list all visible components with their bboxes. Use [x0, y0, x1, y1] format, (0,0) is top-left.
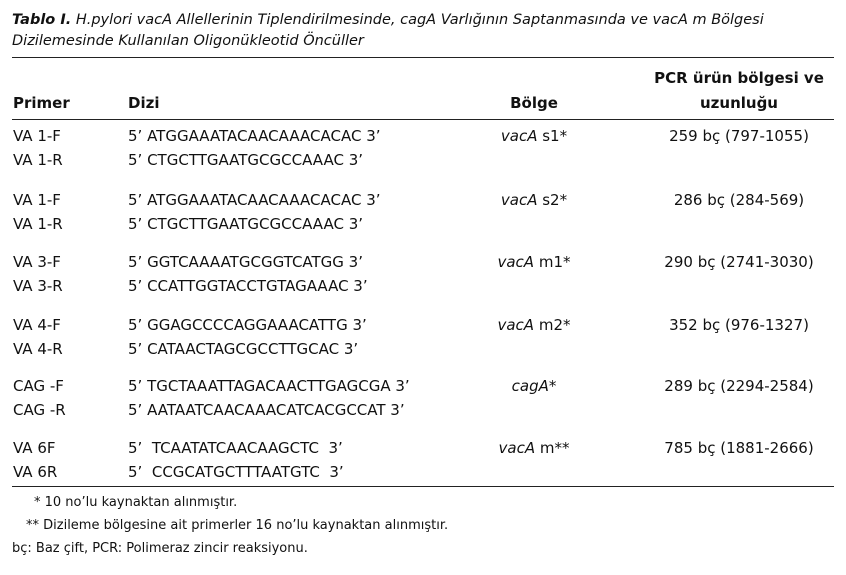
- region-gene: vacA: [497, 253, 535, 271]
- product-size: 290 bç (2741-3030): [664, 253, 814, 271]
- region-suffix: s1*: [537, 127, 568, 145]
- region-cell: [434, 377, 634, 395]
- header-sequence: Dizi: [128, 94, 160, 112]
- primer-name: VA 1-R: [13, 151, 63, 169]
- region-gene: cagA: [511, 377, 549, 395]
- top-rule: [12, 57, 834, 58]
- footnote-3: bç: Baz çift, PCR: Polimeraz zincir reaksiyonu.: [12, 541, 308, 556]
- primer-sequence: 5’ TCAATATCAACAAGCTC 3’: [128, 439, 343, 457]
- product-size: 289 bç (2294-2584): [664, 377, 814, 395]
- product-size: 352 bç (976-1327): [669, 316, 809, 334]
- primer-sequence: 5’ CTGCTTGAATGCGCCAAAC 3’: [128, 151, 364, 169]
- primer-sequence: 5’ ATGGAAATACAACAAACACAC 3’: [128, 191, 381, 209]
- product-size: 259 bç (797-1055): [669, 127, 809, 145]
- primer-name: VA 4-R: [13, 340, 63, 358]
- region-gene: vacA: [497, 316, 535, 334]
- primer-sequence: 5’ AATAATCAACAAACATCACGCCAT 3’: [128, 401, 405, 419]
- region-cell: [434, 191, 634, 209]
- region-gene: vacA: [500, 191, 538, 209]
- region-suffix: s2*: [537, 191, 568, 209]
- region-gene: vacA: [498, 439, 536, 457]
- region-suffix: m1*: [534, 253, 571, 271]
- primer-name: VA 1-F: [13, 127, 61, 145]
- caption-label: Tablo I.: [12, 12, 72, 28]
- primer-name: CAG -R: [13, 401, 66, 419]
- bottom-rule: [12, 486, 834, 487]
- region-cell: [434, 439, 634, 457]
- primer-name: VA 1-F: [13, 191, 61, 209]
- primer-name: VA 1-R: [13, 215, 63, 233]
- primer-sequence: 5’ TGCTAAATTAGACAACTTGAGCGA 3’: [128, 377, 410, 395]
- primer-name: CAG -F: [13, 377, 64, 395]
- primer-sequence: 5’ CATAACTAGCGCCTTGCAC 3’: [128, 340, 359, 358]
- primer-sequence: 5’ ATGGAAATACAACAAACACAC 3’: [128, 127, 381, 145]
- region-gene: vacA: [500, 127, 538, 145]
- header-size-line2: uzunluğu: [699, 94, 778, 112]
- header-region: Bölge: [510, 94, 558, 112]
- header-primer: Primer: [13, 94, 70, 112]
- region-suffix: *: [548, 377, 557, 395]
- primer-name: VA 3-R: [13, 277, 63, 295]
- primer-sequence: 5’ GGAGCCCCAGGAAACATTG 3’: [128, 316, 367, 334]
- product-size: 785 bç (1881-2666): [664, 439, 814, 457]
- region-cell: [434, 316, 634, 334]
- region-cell: [434, 253, 634, 271]
- caption-text: H.pylori vacA Allellerinin Tiplendirilmesinde, cagA Varlığının Saptanmasında ve vacA m Bölgesi Dizilemesinde Kullanılan Oligonükleotid Öncüller: [12, 12, 764, 49]
- region-suffix: m2*: [534, 316, 571, 334]
- primer-name: VA 3-F: [13, 253, 61, 271]
- header-size-line1: PCR ürün bölgesi ve: [654, 69, 824, 87]
- footnote-2: ** Dizileme bölgesine ait primerler 16 no’lu kaynaktan alınmıştır.: [26, 518, 449, 533]
- header-rule: [12, 119, 834, 120]
- primer-sequence: 5’ CTGCTTGAATGCGCCAAAC 3’: [128, 215, 364, 233]
- primer-name: VA 6F: [13, 439, 56, 457]
- primer-sequence: 5’ CCGCATGCTTTAATGTC 3’: [128, 463, 344, 481]
- table-caption: [12, 10, 834, 52]
- footnote-1: * 10 no’lu kaynaktan alınmıştır.: [34, 495, 238, 510]
- primer-sequence: 5’ GGTCAAAATGCGGTCATGG 3’: [128, 253, 363, 271]
- region-suffix: m**: [535, 439, 570, 457]
- primer-name: VA 4-F: [13, 316, 61, 334]
- region-cell: [434, 127, 634, 145]
- primer-sequence: 5’ CCATTGGTACCTGTAGAAAC 3’: [128, 277, 368, 295]
- product-size: 286 bç (284-569): [673, 191, 805, 209]
- primer-name: VA 6R: [13, 463, 58, 481]
